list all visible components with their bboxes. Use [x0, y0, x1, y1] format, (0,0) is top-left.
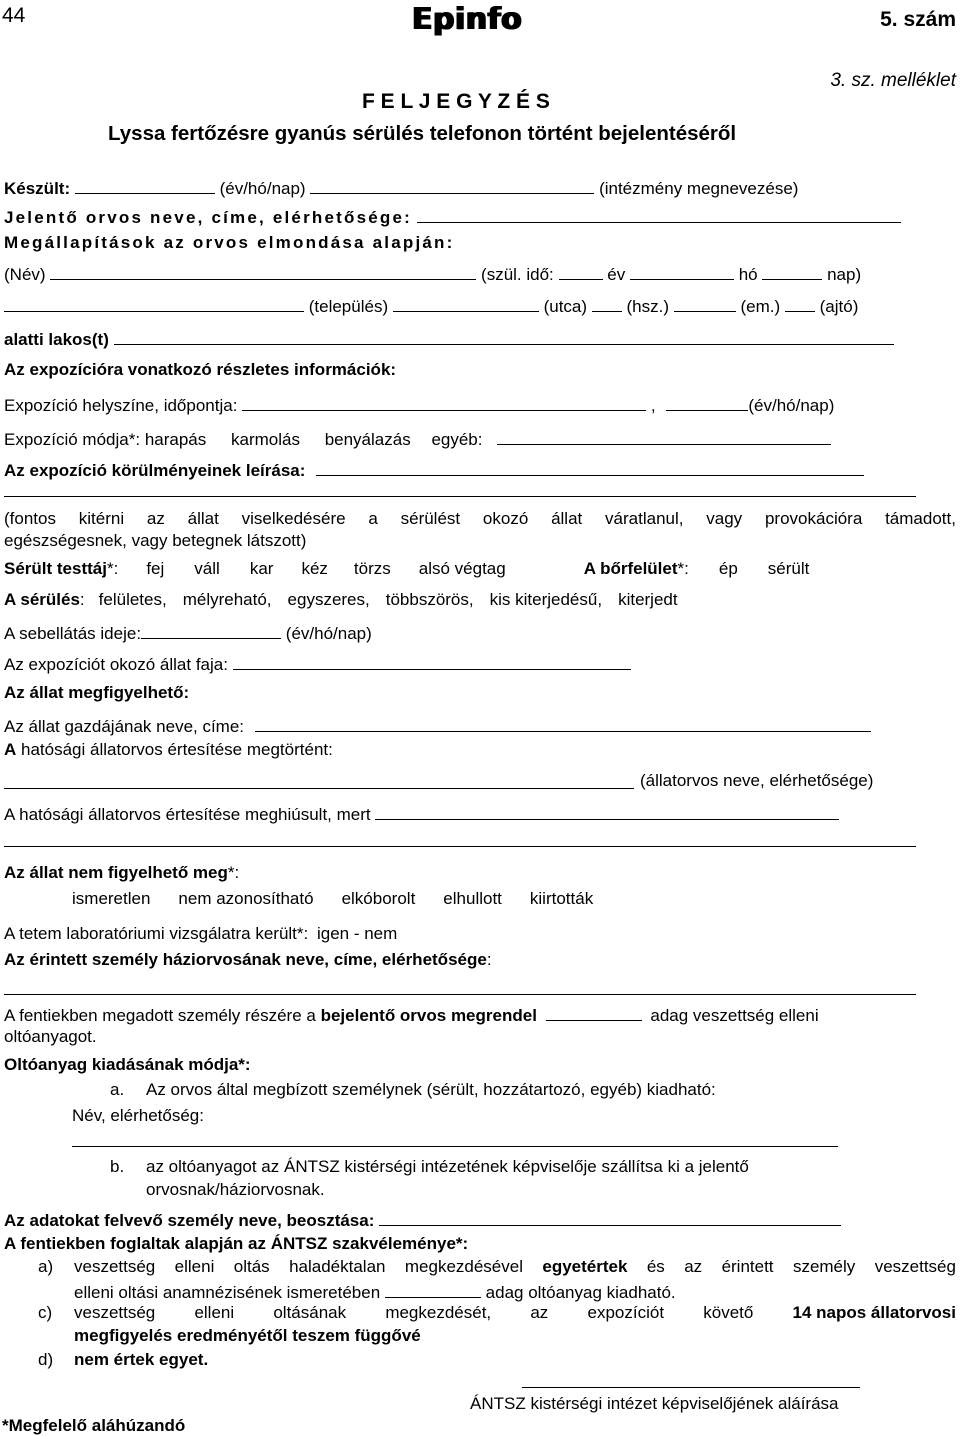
option-dead[interactable]: elhullott	[443, 889, 502, 908]
exposure-date-hint: (év/hó/nap)	[748, 396, 835, 415]
animal-not-observable-row	[4, 863, 960, 883]
option-arm[interactable]: kar	[249, 559, 274, 578]
dispense-option-b[interactable]: az oltóanyagot az ÁNTSZ kistérségi intézetének képviselője szállítsa ki a jelentő	[146, 1157, 749, 1176]
option-injured[interactable]: sérült	[767, 559, 810, 578]
street-hint: (utca)	[543, 297, 588, 316]
town-hint: (település)	[308, 297, 389, 316]
contact-label: Név, elérhetőség:	[72, 1106, 204, 1125]
skin-label: A bőrfelület	[583, 559, 678, 578]
body-part-label: Sérült testtáj	[4, 559, 107, 578]
exposure-info-heading: Az expozícióra vonatkozó részletes információk:	[4, 360, 397, 379]
year-hint: év	[607, 265, 626, 284]
opinion-a-marker: a)	[38, 1257, 54, 1276]
animal-species-blank[interactable]	[233, 652, 631, 670]
vet-failed-blank-2[interactable]	[4, 846, 916, 847]
option-superficial[interactable]: felületes,	[98, 590, 167, 609]
annex-label: 3. sz. melléklet	[830, 70, 956, 91]
resident-row	[4, 327, 960, 350]
opinion-word: az	[530, 1303, 549, 1322]
lab-exam-row	[4, 924, 960, 944]
opinion-word: követő	[703, 1303, 754, 1322]
opinion-c-line-2: megfigyelés eredményétől teszem függővé	[74, 1326, 421, 1345]
option-other[interactable]: egyéb:	[431, 430, 483, 449]
note-word: kitérni	[78, 509, 125, 528]
prepared-date-blank[interactable]	[75, 176, 215, 194]
resident-blank[interactable]	[114, 327, 894, 345]
vaccine-order-tail: adag veszettség elleni	[650, 1006, 819, 1025]
injury-type-row	[4, 590, 678, 610]
birth-year-blank[interactable]	[559, 262, 603, 280]
exposure-date-blank[interactable]	[666, 393, 748, 411]
exposure-place-blank[interactable]	[242, 393, 646, 411]
opinion-word-bold: egyetértek	[542, 1257, 628, 1276]
name-blank[interactable]	[50, 262, 476, 280]
vet-notified-label: hatósági állatorvos értesítése megtörtént:	[16, 740, 333, 759]
exposure-mode-label: Expozíció módja*:	[4, 430, 141, 449]
contact-blank[interactable]	[72, 1146, 838, 1147]
wound-care-label: A sebellátás ideje:	[4, 624, 142, 643]
institution-hint: (intézmény megnevezése)	[599, 179, 799, 198]
opinion-c-marker: c)	[38, 1303, 53, 1322]
dispense-option-b-line-2: orvosnak/háziorvosnak.	[146, 1180, 325, 1199]
option-hand[interactable]: kéz	[301, 559, 328, 578]
institution-blank[interactable]	[310, 176, 594, 194]
circumstances-label: Az expozíció körülményeinek leírása:	[4, 461, 306, 480]
vet-notified-prefix: A	[4, 740, 17, 759]
street-blank[interactable]	[393, 294, 539, 312]
body-part-row	[4, 559, 916, 579]
wound-care-date-hint: (év/hó/nap)	[285, 624, 372, 643]
owner-blank[interactable]	[255, 714, 871, 732]
option-multiple[interactable]: többszörös,	[385, 590, 474, 609]
opinion-word: megkezdésével	[404, 1257, 523, 1276]
recorder-label: Az adatokat felvevő személy neve, beosztása:	[4, 1211, 375, 1230]
note-word: viselkedésére	[241, 509, 346, 528]
vaccine-order-text: A fentiekben megadott személy részére a	[4, 1006, 316, 1025]
note-word: a	[368, 509, 378, 528]
note-word: sérülést	[400, 509, 461, 528]
personal-data-row	[4, 262, 960, 285]
vet-notified-row	[4, 740, 960, 760]
vet-failed-blank[interactable]	[375, 802, 839, 820]
opinion-a-line-2	[74, 1280, 676, 1303]
opinion-d-marker: d)	[38, 1350, 54, 1369]
option-saliva[interactable]: benyálazás	[324, 430, 411, 449]
resident-label: alatti lakos(t)	[4, 330, 109, 349]
opinion-word: expozíciót	[587, 1303, 665, 1322]
circumstances-row	[4, 458, 960, 481]
recorder-blank[interactable]	[379, 1208, 841, 1226]
option-extensive[interactable]: kiterjedt	[618, 590, 678, 609]
vet-name-blank[interactable]	[4, 788, 634, 789]
opinion-word: elleni	[194, 1303, 235, 1322]
prepared-date-hint: (év/hó/nap)	[219, 179, 306, 198]
opinion-word: érintett	[721, 1257, 774, 1276]
vaccine-order-bold: bejelentő orvos megrendel	[320, 1006, 537, 1025]
note-word: az	[146, 509, 165, 528]
note-word: provokációra	[764, 509, 863, 528]
signature-label: ÁNTSZ kistérségi intézet képviselőjének aláírása	[470, 1394, 839, 1413]
animal-species-row	[4, 652, 960, 675]
vet-name-hint: (állatorvos neve, elérhetősége)	[640, 771, 874, 790]
animal-observable-heading: Az állat megfigyelhető:	[4, 683, 190, 702]
door-blank[interactable]	[785, 294, 815, 312]
exposure-place-row	[4, 393, 960, 416]
signature-blank[interactable]	[522, 1387, 860, 1388]
opinion-word: megkezdését,	[385, 1303, 492, 1322]
note-word: vagy	[706, 509, 743, 528]
reporting-doctor-blank[interactable]	[417, 205, 901, 223]
option-unknown[interactable]: ismeretlen	[72, 889, 151, 908]
opinion-word: személy	[792, 1257, 856, 1276]
footnote: *Megfelelő aláhúzandó	[2, 1416, 186, 1435]
owner-row	[4, 714, 960, 737]
month-hint: hó	[738, 265, 758, 284]
opinion-word: veszettség	[74, 1257, 156, 1276]
note-word: támadott,	[885, 509, 956, 528]
door-hint: (ajtó)	[819, 297, 859, 316]
dispense-option-b-marker: b.	[110, 1157, 125, 1176]
opinion-word: oltásának	[273, 1303, 347, 1322]
circumstances-blank[interactable]	[316, 458, 864, 476]
other-mode-blank[interactable]	[497, 427, 831, 445]
opinion-a-tail: adag oltóanyag kiadható.	[485, 1283, 676, 1302]
vet-failed-row	[4, 802, 960, 825]
gp-row	[4, 950, 960, 970]
gp-label-suffix: :	[486, 950, 492, 969]
circumstances-blank-2[interactable]	[4, 496, 916, 497]
note-word: állat	[187, 509, 219, 528]
animal-not-observable-label: Az állat nem figyelhető meg	[4, 863, 228, 882]
birth-hint: (szül. idő:	[481, 265, 554, 284]
option-stray[interactable]: elkóborolt	[341, 889, 416, 908]
issue-number: 5. szám	[880, 8, 956, 31]
page-number: 44	[2, 4, 26, 27]
floor-hint: (em.)	[740, 297, 781, 316]
house-number-blank[interactable]	[592, 294, 622, 312]
note-word: váratlanul,	[605, 509, 684, 528]
journal-logo: Epinfo	[412, 2, 523, 37]
option-scratch[interactable]: karmolás	[230, 430, 300, 449]
note-line-1	[4, 509, 956, 529]
body-part-label-suffix: *:	[106, 559, 119, 578]
prepared-row	[4, 176, 960, 199]
reporting-doctor-label: Jelentő orvos neve, címe, elérhetősége:	[4, 208, 412, 227]
opinion-c-line-1[interactable]	[74, 1303, 956, 1323]
address-row	[4, 294, 960, 317]
vet-failed-label: A hatósági állatorvos értesítése meghiúsult, mert	[4, 805, 371, 824]
lab-exam-options[interactable]: igen - nem	[316, 924, 398, 943]
opinion-dose-blank[interactable]	[385, 1280, 481, 1298]
not-observable-options	[72, 889, 593, 909]
option-head[interactable]: fej	[146, 559, 165, 578]
dispense-option-a[interactable]: Az orvos által megbízott személynek (sérült, hozzátartozó, egyéb) kiadható:	[146, 1080, 716, 1099]
opinion-a-text: elleni oltási anamnézisének ismeretében	[74, 1283, 381, 1302]
note-word: (fontos	[4, 509, 56, 528]
owner-label: Az állat gazdájának neve, címe:	[4, 717, 245, 736]
option-shoulder[interactable]: váll	[194, 559, 220, 578]
note-word: okozó	[482, 509, 529, 528]
note-word: állat	[551, 509, 583, 528]
exposure-mode-row	[4, 427, 960, 450]
opinion-a-line-1[interactable]	[74, 1257, 956, 1277]
opinion-word: az	[684, 1257, 703, 1276]
vaccine-dispense-heading: Oltóanyag kiadásának módja*:	[4, 1055, 251, 1074]
option-lower-limb[interactable]: alsó végtag	[418, 559, 506, 578]
wound-care-row	[4, 621, 960, 644]
animal-species-label: Az expozíciót okozó állat faja:	[4, 655, 228, 674]
vaccine-dose-blank[interactable]	[546, 1003, 642, 1021]
opinion-word: elleni	[174, 1257, 215, 1276]
findings-heading	[4, 233, 960, 253]
skin-label-suffix: *:	[677, 559, 689, 578]
option-intact[interactable]: ép	[718, 559, 738, 578]
opinion-word: veszettség	[874, 1257, 956, 1276]
option-deep[interactable]: mélyreható,	[182, 590, 272, 609]
day-hint: nap)	[827, 265, 862, 284]
injury-label: A sérülés	[4, 590, 80, 609]
option-unidentifiable[interactable]: nem azonosítható	[178, 889, 314, 908]
option-exterminated[interactable]: kiirtották	[529, 889, 594, 908]
name-hint: (Név)	[4, 265, 46, 284]
prepared-label: Készült:	[4, 179, 71, 198]
document-subtitle: Lyssa fertőzésre gyanús sérülés telefonon történt bejelentéséről	[108, 122, 737, 145]
recorder-row	[4, 1208, 960, 1231]
lab-exam-label: A tetem laboratóriumi vizsgálatra került*:	[4, 924, 309, 943]
gp-blank[interactable]	[4, 994, 916, 995]
birth-day-blank[interactable]	[762, 262, 822, 280]
birth-month-blank[interactable]	[630, 262, 734, 280]
town-blank[interactable]	[4, 294, 304, 312]
dispense-option-a-marker: a.	[110, 1080, 125, 1099]
vaccine-order-line-2: oltóanyagot.	[4, 1027, 97, 1046]
opinion-word: oltás	[233, 1257, 270, 1276]
reporting-doctor-row	[4, 205, 960, 228]
option-trunk[interactable]: törzs	[353, 559, 391, 578]
note-line-2: egészségesnek, vagy betegnek látszott)	[4, 531, 307, 550]
option-bite[interactable]: harapás	[144, 430, 207, 449]
opinion-d[interactable]: nem értek egyet.	[74, 1350, 209, 1369]
opinion-word: haladéktalan	[289, 1257, 386, 1276]
opinion-word: és	[646, 1257, 665, 1276]
findings-label: Megállapítások az orvos elmondása alapján:	[4, 233, 455, 252]
wound-care-date-blank[interactable]	[141, 621, 281, 639]
comma-separator: ,	[650, 396, 656, 415]
exposure-place-label: Expozíció helyszíne, időpontja:	[4, 396, 238, 415]
vaccine-order-row	[4, 1003, 960, 1026]
gp-label: Az érintett személy háziorvosának neve, címe, elérhetősége	[4, 950, 487, 969]
expert-opinion-heading: A fentiekben foglaltak alapján az ÁNTSZ szakvéleménye*:	[4, 1234, 469, 1253]
option-small-extent[interactable]: kis kiterjedésű,	[489, 590, 603, 609]
house-number-hint: (hsz.)	[626, 297, 670, 316]
floor-blank[interactable]	[674, 294, 736, 312]
option-single[interactable]: egyszeres,	[287, 590, 370, 609]
opinion-word-bold: 14 napos állatorvosi	[792, 1303, 956, 1322]
opinion-word: veszettség	[74, 1303, 156, 1322]
document-title: F E L J E G Y Z É S	[362, 90, 550, 113]
injury-label-suffix: :	[79, 590, 85, 609]
animal-not-observable-suffix: *:	[227, 863, 240, 882]
